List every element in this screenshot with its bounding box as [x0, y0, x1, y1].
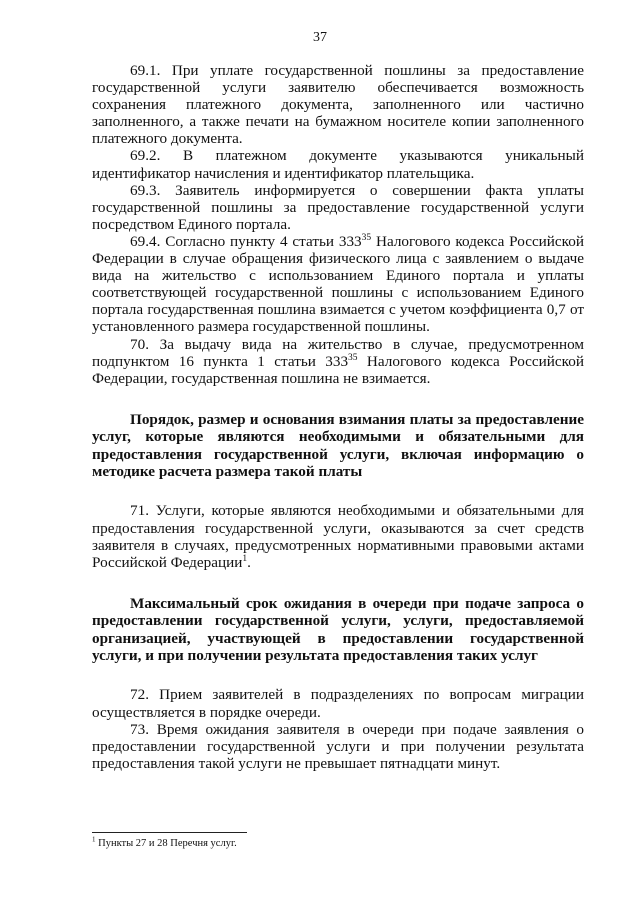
paragraph-text: Налогового кодекса Российской Федерации, государственная пошлина не взимается.	[92, 352, 584, 387]
paragraph-text: При уплате государственной пошлины за предоставление государственной услуги заявителю обеспечивается возможность сохранения платежного документа, заполненного или частично заполненного, а также печати на бумажном носителе копии заполненного платежного документа.	[92, 62, 585, 148]
paragraph-69-1	[92, 62, 584, 147]
paragraph-69-4	[92, 233, 584, 336]
paragraph-text-end: .	[247, 553, 251, 571]
paragraph-72	[92, 686, 584, 720]
superscript: 35	[348, 352, 358, 363]
paragraph-label: 69.4.	[130, 232, 161, 250]
paragraph-text: В платежном документе указываются уникальный идентификатор начисления и идентификатор плательщика.	[92, 147, 585, 182]
paragraph-label: 69.3.	[130, 181, 161, 199]
paragraph-label: 73.	[130, 720, 149, 738]
paragraph-text: За выдачу вида на жительство в случае, предусмотренном подпунктом 16 пункта 1 статьи 333	[92, 335, 584, 370]
paragraph-text: Время ожидания заявителя в очереди при подаче заявления о предоставлении государственной услуги и при получении результата предоставления такой услуги не превышает пятнадцати минут.	[92, 720, 584, 772]
paragraph-label: 72.	[130, 686, 149, 704]
paragraph-text: Согласно пункту 4 статьи 333	[165, 232, 362, 250]
footnote-divider	[92, 832, 247, 833]
paragraph-text: Заявитель информируется о совершении факта уплаты государственной пошлины за предоставление государственной услуги посредством Единого портала.	[92, 181, 584, 233]
superscript: 35	[361, 232, 372, 243]
section-heading-queue: Максимальный срок ожидания в очереди при подаче запроса о предоставлении государственной услуги, услуги, предоставляемой организацией, участвующей в предоставлении государственной услуги, и при получении результата предоставления таких услуг	[92, 594, 584, 664]
paragraph-73	[92, 721, 584, 772]
page-number: 37	[313, 30, 327, 45]
section-heading-fees: Порядок, размер и основания взимания платы за предоставление услуг, которые являются необходимыми и обязательными для предоставления государственной услуги, включая информацию о методике расчета размера такой платы	[92, 410, 584, 480]
footnote-reference[interactable]: 1	[242, 553, 248, 564]
paragraph-text: Налогового кодекса Российской Федерации в случае обращения физического лица с заявлением о выдаче вида на жительство с использованием Единого портала и уплаты соответствующей государственной пошлины с использованием Единого портала государственная пошлина взимается с учетом коэффициента 0,7 от установленного размера государственной пошлины.	[92, 232, 585, 336]
paragraph-label: 70.	[130, 335, 149, 353]
footnote	[92, 837, 584, 850]
paragraph-label: 71.	[130, 502, 149, 520]
footnote-text: Пункты 27 и 28 Перечня услуг.	[98, 838, 237, 849]
paragraph-71	[92, 502, 584, 570]
paragraph-text: Прием заявителей в подразделениях по вопросам миграции осуществляется в порядке очереди.	[92, 686, 585, 721]
paragraph-label: 69.2.	[130, 147, 161, 165]
paragraph-label: 69.1.	[130, 62, 161, 79]
document-body	[92, 62, 584, 772]
paragraph-69-2	[92, 147, 584, 181]
paragraph-text: Услуги, которые являются необходимыми и обязательными для предоставления государственной услуги, оказываются за счет средств заявителя в случаях, предусмотренных нормативными правовыми актами Российской Федерации	[92, 502, 585, 571]
paragraph-70	[92, 336, 584, 387]
paragraph-69-3	[92, 182, 584, 233]
footnote-marker: 1	[92, 835, 96, 844]
